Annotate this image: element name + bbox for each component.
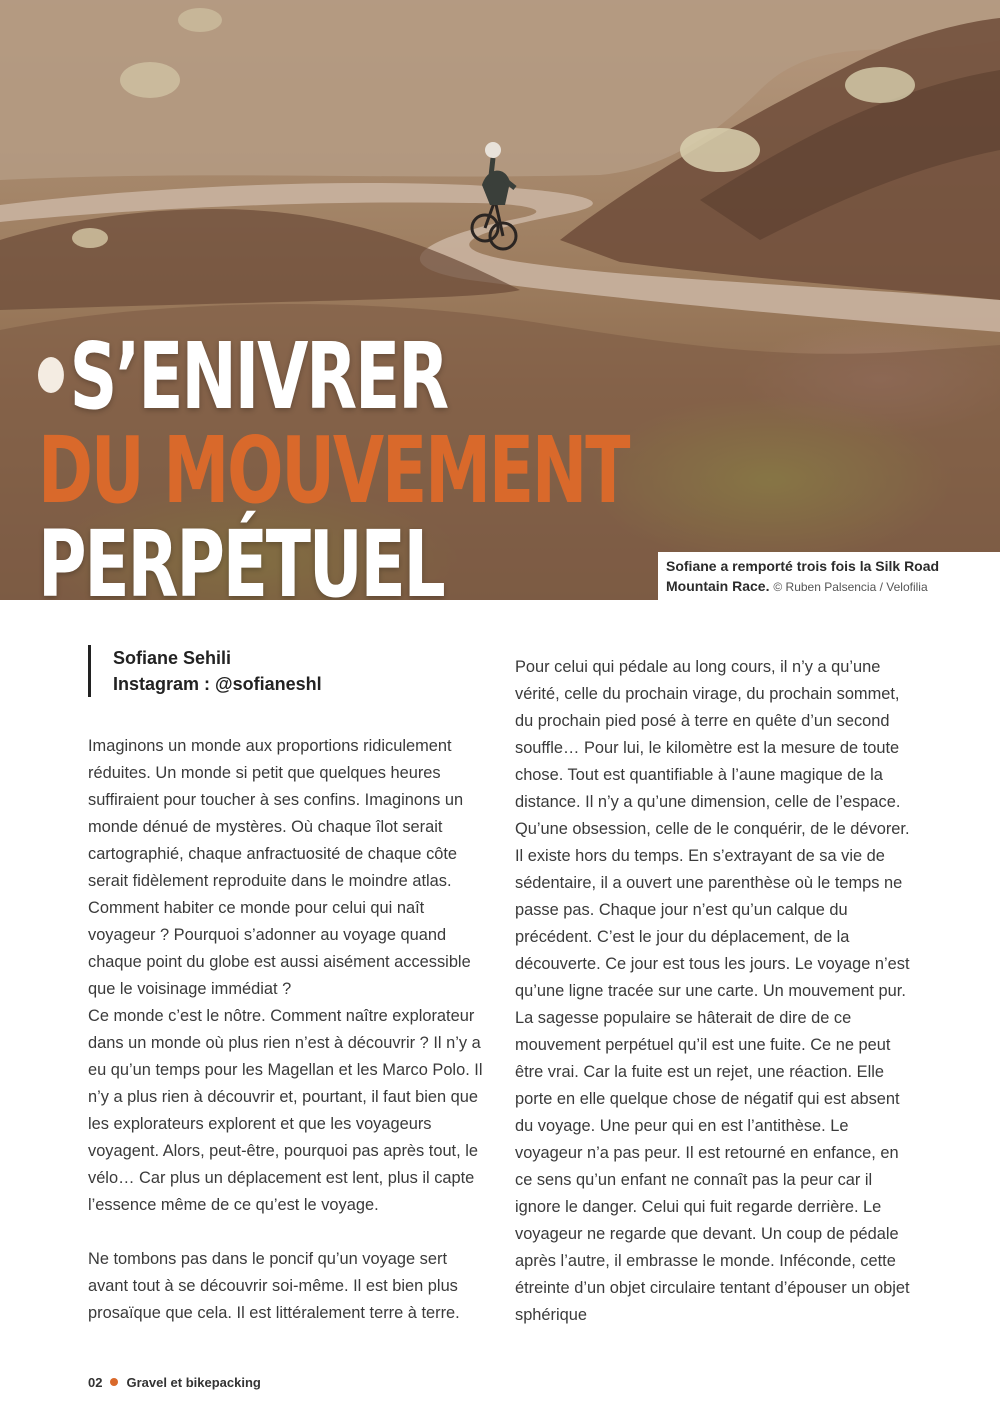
author-name: Sofiane Sehili bbox=[113, 648, 232, 668]
caption-text: Sofiane a remporté trois fois la Silk Road Mountain Race. bbox=[666, 558, 940, 594]
text-column-right bbox=[515, 654, 915, 1329]
section-name: Gravel et bikepacking bbox=[126, 1375, 261, 1390]
hero-photo bbox=[0, 0, 1000, 600]
paragraph: Ce monde c’est le nôtre. Comment naître explorateur dans un monde où plus rien n’est à découvrir ? Il n’y a eu qu’un temps pour les Magellan et les Marco Polo. Il n’y a plus rien à découvrir et, pourtant, il faut bien que les explorateurs explorent et que les voyageurs voyagent. Alors, peut-être, pourquoi pas après tout, le vélo… Car plus un déplacement est lent, plus il capte l’essence même de ce qu’est le voyage. bbox=[88, 1007, 483, 1214]
footer-dot-icon bbox=[110, 1378, 118, 1386]
paragraph: Pour celui qui pédale au long cours, il n’y a qu’une vérité, celle du prochain virage, du prochain sommet, du prochain pied posé à terre en quête d’un second souffle… Pour lui, le kilomètre est la mesure de toute chose. Tout est quantifiable à l’aune magique de la distance. Il n’y a qu’une dimension, celle de l’espace. Qu’une obsession, celle de le conquérir, de le dévorer. Il existe hors du temps. En s’extrayant de sa vie de sédentaire, il a ouvert une parenthèse où le temps ne passe pas. Chaque jour n’est qu’un calque du précédent. C’est le jour du déplacement, de la découverte. Ce jour est tous les jours. Le voyage n’est qu’une ligne tracée sur une carte. Un mouvement pur. bbox=[515, 658, 910, 1000]
photo-credit: © Ruben Palsencia / Velofilia bbox=[773, 580, 928, 594]
title-line-2: DU MOUVEMENT bbox=[38, 417, 629, 524]
page-number: 02 bbox=[88, 1375, 103, 1390]
paragraph: La sagesse populaire se hâterait de dire de ce mouvement perpétuel qu’il est une fuite. Ce ne peut être vrai. Car la fuite est un rejet, une réaction. Elle porte en elle quelque chose de négatif qui est absent du voyage. Une peur qui en est l’antithèse. Le voyageur n’a pas peur. Il est retourné en enfance, en ce sens qu’un enfant ne connaît pas la peur car il ignore le danger. Celui qui fuit regarde derrière. Le voyageur ne regarde que devant. Un coup de pédale après l’autre, il embrasse le monde. Inféconde, cette étreinte d’un objet circulaire tentant d’épouser un objet sphérique bbox=[515, 1009, 910, 1324]
title-line-3: PERPÉTUEL bbox=[38, 511, 444, 600]
title-bullet-icon bbox=[38, 357, 64, 393]
title-line-1-text: S’ENIVRER bbox=[69, 323, 447, 430]
text-column-left bbox=[88, 733, 488, 1327]
title-line-1 bbox=[38, 323, 628, 430]
paragraph: Ne tombons pas dans le poncif qu’un voyage sert avant tout à se découvrir soi-même. Il est bien plus prosaïque que cela. Il est littéralement terre à terre. bbox=[88, 1250, 460, 1322]
author-block bbox=[88, 645, 322, 697]
paragraph: Imaginons un monde aux proportions ridiculement réduites. Un monde si petit que quelques heures suffiraient pour toucher à ses confins. Imaginons un monde dénué de mystères. Où chaque îlot serait cartographié, chaque anfractuosité de chaque côte serait fidèlement reproduite dans le moindre atlas. Comment habiter ce monde pour celui qui naît voyageur ? Pourquoi s’adonner au voyage quand chaque point du globe est aussi aisément accessible que le voisinage immédiat ? bbox=[88, 737, 471, 998]
author-instagram: Instagram : @sofianeshl bbox=[113, 674, 322, 694]
photo-caption bbox=[658, 552, 1000, 600]
page-footer bbox=[88, 1375, 261, 1390]
